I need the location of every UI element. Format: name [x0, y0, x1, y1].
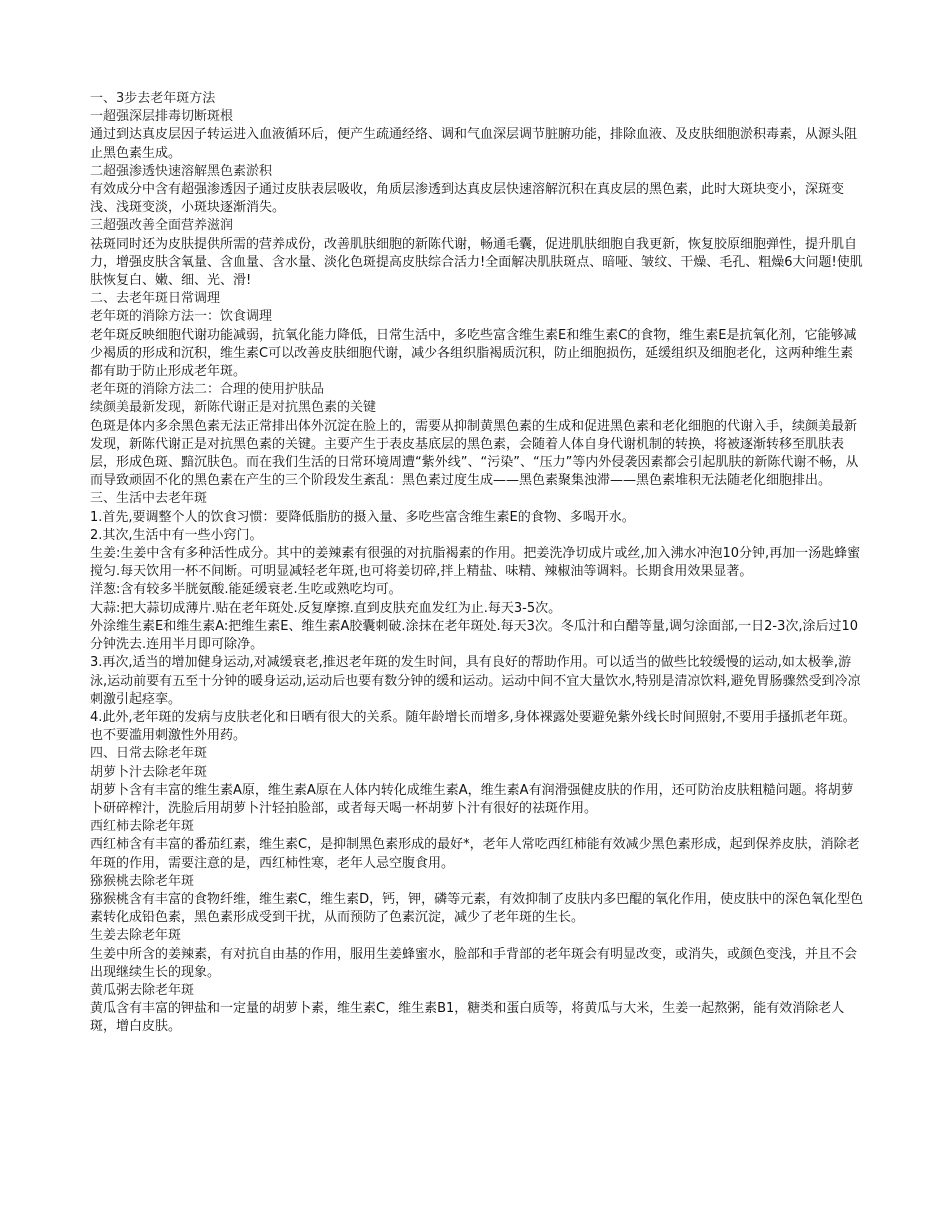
section-3-paragraph-1: 1.首先,要调整个人的饮食习惯：要降低脂肪的摄入量、多吃些富含维生素E的食物、多喝开水。	[90, 509, 635, 525]
section-4-title: 四、日常去除老年斑	[90, 746, 208, 762]
section-1-paragraph-3: 祛斑同时还为皮肤提供所需的营养成份，改善肌肤细胞的新陈代谢，畅通毛囊，促进肌肤细胞自我更新，恢复胶原细胞弹性，提升肌自力，增强皮肤含氧量、含血量、含水量、淡化色斑提高皮肤综合活力!全面解决肌肤斑点、暗哑、皱纹、干燥、毛孔、粗燥6大问题!使肌肤恢复白、嫩、细、光、滑!	[90, 236, 863, 289]
section-3-title: 三、生活中去老年斑	[90, 491, 208, 507]
document-body	[90, 90, 865, 1037]
section-4-heading-1: 胡萝卜汁去除老年斑	[90, 764, 208, 780]
section-3-paragraph-4: 洋葱:含有较多半胱氨酸.能延缓衰老.生吃或熟吃均可。	[90, 582, 402, 598]
section-2-heading-1: 老年斑的消除方法一：饮食调理	[90, 309, 273, 325]
section-4-paragraph-5: 黄瓜含有丰富的钾盐和一定量的胡萝卜素，维生素C，维生素B1，糖类和蛋白质等，将黄瓜与大米，生姜一起熬粥，能有效消除老人斑，增白皮肤。	[90, 1001, 845, 1035]
section-3-paragraph-8: 4.此外,老年斑的发病与皮肤老化和日晒有很大的关系。随年龄增长而增多,身体裸露处要避免紫外线长时间照射,不要用手搔抓老年斑。也不要滥用刺激性外用药。	[90, 709, 856, 744]
section-4-heading-4: 生姜去除老年斑	[90, 928, 182, 944]
section-1-paragraph-1: 通过到达真皮层因子转运进入血液循环后，便产生疏通经络、调和气血深层调节脏腑功能，排除血液、及皮肤细胞淤积毒素，从源头阻止黑色素生成。	[90, 127, 858, 161]
section-2-heading-2: 老年斑的消除方法二：合理的使用护肤品	[90, 382, 325, 398]
section-4-heading-2: 西红柿去除老年斑	[90, 819, 195, 835]
section-3-paragraph-7: 3.再次,适当的增加健身运动,对减缓衰老,推迟老年斑的发生时间，具有良好的帮助作用。可以适当的做些比较缓慢的运动,如太极拳,游泳,运动前要有五至十分钟的暖身运动,运动后也要有数分钟的缓和运动。运动中间不宜大量饮水,特别是清凉饮料,避免胃肠骤然受到冷凉刺激引起痉挛。	[90, 655, 861, 707]
section-3-paragraph-6: 外涂维生素E和维生素A:把维生素E、维生素A胶囊刺破.涂抹在老年斑处.每天3次。冬瓜汁和白醋等量,调匀涂面部,一日2-3次,涂后过10分钟洗去.连用半月即可除净。	[90, 618, 859, 653]
section-1-heading-1: 一超强深层排毒切断斑根	[90, 109, 234, 125]
section-4-heading-5: 黄瓜粥去除老年斑	[90, 982, 195, 998]
section-2-title: 二、去老年斑日常调理	[90, 291, 221, 307]
section-3-paragraph-5: 大蒜:把大蒜切成薄片.贴在老年斑处.反复摩擦.直到皮肤充血发红为止.每天3-5次。	[90, 600, 562, 616]
section-3-paragraph-2: 2.其次,生活中有一些小窍门。	[90, 527, 263, 543]
section-2-heading-3: 续颜美最新发现，新陈代谢正是对抗黑色素的关键	[90, 400, 377, 416]
section-4-paragraph-4: 生姜中所含的姜辣素，有对抗自由基的作用，服用生姜蜂蜜水，脸部和手背部的老年斑会有明显改变，或消失，或颜色变浅，并且不会出现继续生长的现象。	[90, 946, 858, 980]
section-1-heading-2: 二超强渗透快速溶解黑色素淤积	[90, 163, 273, 179]
section-4-paragraph-2: 西红柿含有丰富的番茄红素，维生素C，是抑制黑色素形成的最好*，老年人常吃西红柿能有效减少黑色素形成，起到保养皮肤，消除老年斑的作用，需要注意的是，西红柿性寒，老年人忌空腹食用。	[90, 837, 860, 871]
section-4-paragraph-1: 胡萝卜含有丰富的维生素A原，维生素A原在人体内转化成维生素A，维生素A有润滑强健皮肤的作用，还可防治皮肤粗糙问题。将胡萝卜研碎榨汁，洗脸后用胡萝卜汁轻拍脸部，或者每天喝一杯胡萝卜汁有很好的祛斑作用。	[90, 782, 854, 816]
section-3-paragraph-3: 生姜:生姜中含有多种活性成分。其中的姜辣素有很强的对抗脂褐素的作用。把姜洗净切成片或丝,加入沸水冲泡10分钟,再加一汤匙蜂蜜搅匀.每天饮用一杯不间断。可明显减轻老年斑,也可将姜切碎,拌上精盐、味精、辣椒油等调料。长期食用效果显著。	[90, 546, 861, 580]
section-2-paragraph-2: 色斑是体内多余黑色素无法正常排出体外沉淀在脸上的，需要从抑制黄黑色素的生成和促进黑色素和老化细胞的代谢入手，续颜美最新发现，新陈代谢正是对抗黑色素的关键。主要产生于表皮基底层的黑色素，会随着人体自身代谢机制的转换，将被逐渐转移至肌肤表层，形成色斑、黯沉肤色。而在我们生活的日常环境周遭“紫外线”、“污染”、“压力”等内外侵袭因素都会引起肌肤的新陈代谢不畅，从而导致顽固不化的黑色素在产生的三个阶段发生紊乱：黑色素过度生成——黑色素聚集浊滞——黑色素堆积无法随老化细胞排出。	[90, 418, 859, 489]
section-1-paragraph-2: 有效成分中含有超强渗透因子通过皮肤表层吸收，角质层渗透到达真皮层快速溶解沉积在真皮层的黑色素，此时大斑块变小，深斑变浅、浅斑变淡，小斑块逐渐消失。	[90, 182, 845, 216]
section-4-heading-3: 猕猴桃去除老年斑	[90, 873, 195, 889]
section-4-paragraph-3: 猕猴桃含有丰富的食物纤维，维生素C，维生素D，钙，钾，磷等元素，有效抑制了皮肤内多巴醌的氧化作用，使皮肤中的深色氧化型色素转化成铅色素，黑色素形成受到干扰，从而预防了色素沉淀，减少了老年斑的生长。	[90, 891, 864, 926]
section-1-title: 一、3步去老年斑方法	[90, 91, 216, 106]
section-2-paragraph-1: 老年斑反映细胞代谢功能减弱，抗氧化能力降低，日常生活中，多吃些富含维生素E和维生素C的食物，维生素E是抗氧化剂，它能够减少褐质的形成和沉积，维生素C可以改善皮肤细胞代谢，减少各组织脂褐质沉积，防止细胞损伤，延缓组织及细胞老化，这两种维生素都有助于防止形成老年斑。	[90, 327, 857, 380]
section-1-heading-3: 三超强改善全面营养滋润	[90, 218, 234, 234]
